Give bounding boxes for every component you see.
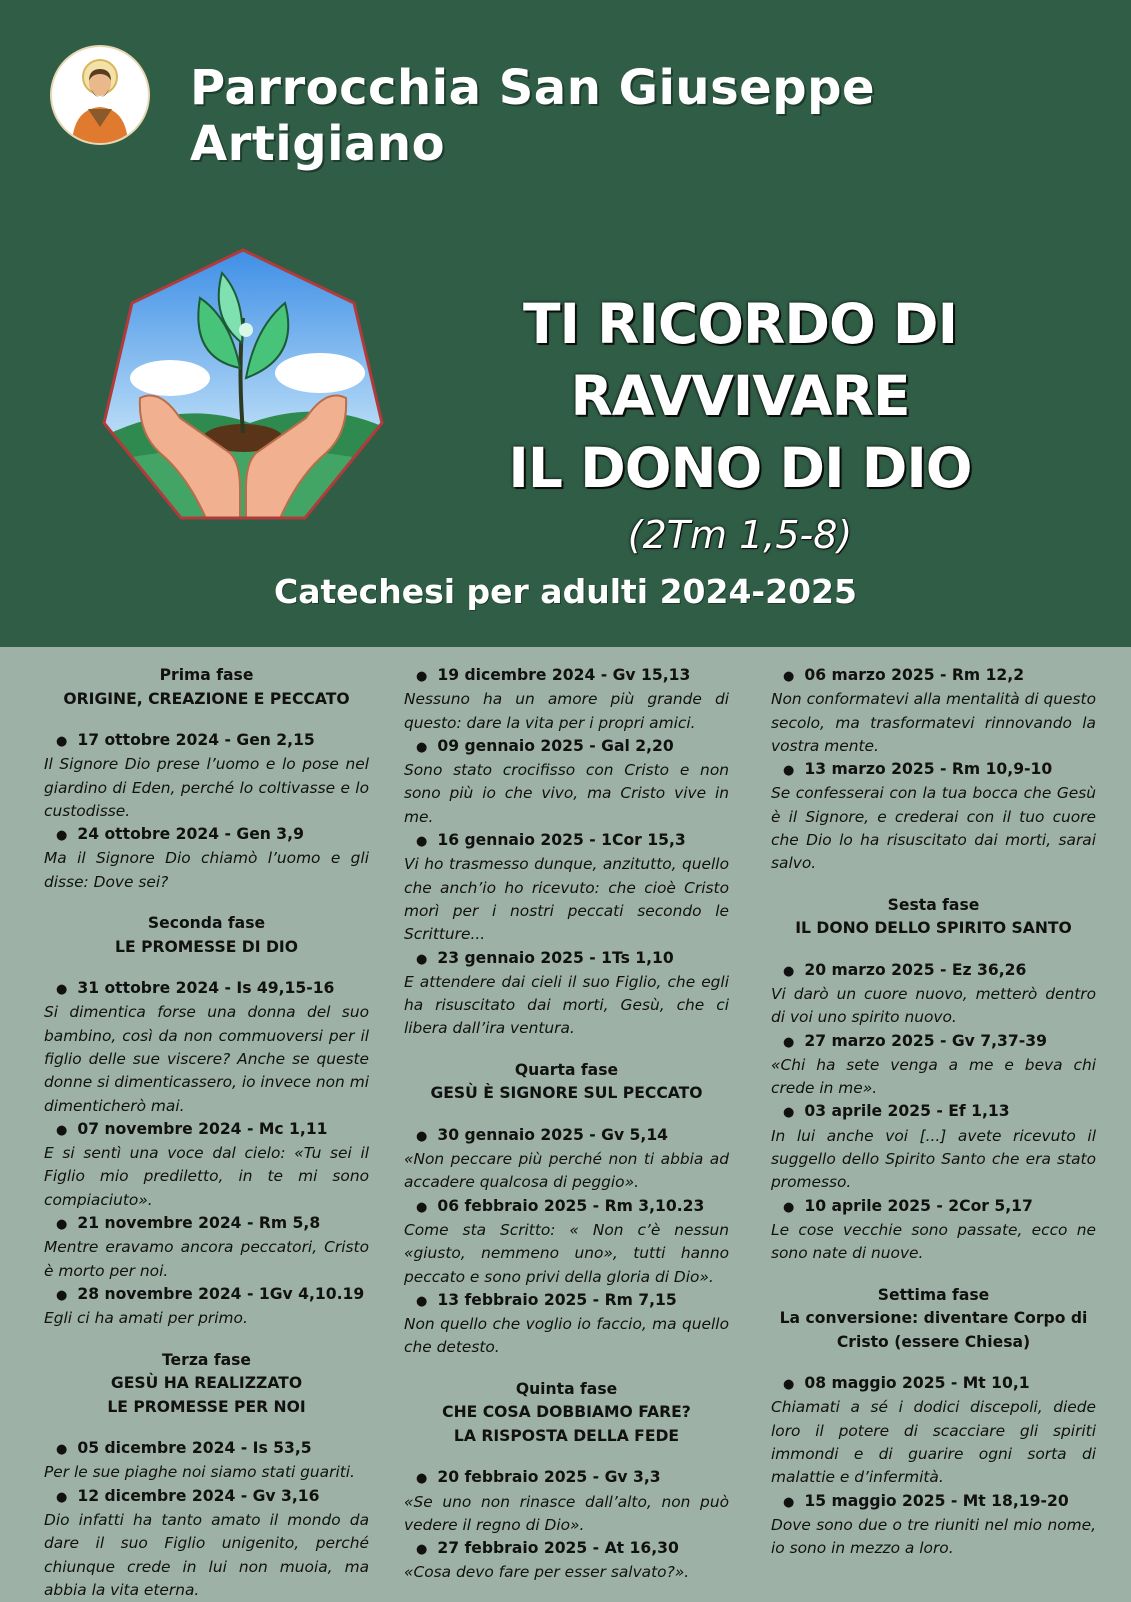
scripture-quote: «Chi ha sete venga a me e beva chi crede in me». bbox=[771, 1055, 1096, 1098]
session-date-reference bbox=[771, 758, 1096, 782]
scripture-quote: Vi darò un cuore nuovo, metterò dentro di voi uno spirito nuovo. bbox=[771, 984, 1096, 1027]
bullet-icon: ● bbox=[783, 1377, 795, 1393]
bullet-icon: ● bbox=[783, 963, 795, 979]
session-date-reference bbox=[771, 1372, 1096, 1396]
main-title-line-2: IL DONO DI DIO bbox=[508, 436, 972, 500]
phase-heading-line: GESÙ HA REALIZZATO bbox=[110, 1374, 303, 1393]
session-title-text: 03 aprile 2025 - Ef 1,13 bbox=[804, 1102, 1010, 1121]
session-title-text: 20 febbraio 2025 - Gv 3,3 bbox=[437, 1468, 661, 1487]
session-title-text: 07 novembre 2024 - Mc 1,11 bbox=[77, 1119, 328, 1138]
scripture-quote: E si sentì una voce dal cielo: «Tu sei il Figlio mio prediletto, in te mi sono compiaciuto». bbox=[44, 1144, 369, 1209]
session-title-text: 20 marzo 2025 - Ez 36,26 bbox=[804, 960, 1027, 979]
scripture-quote: Per le sue piaghe noi siamo stati guariti. bbox=[44, 1463, 355, 1482]
main-title bbox=[410, 288, 1070, 564]
scripture-reference: (2Tm 1,5-8) bbox=[627, 513, 853, 557]
bullet-icon: ● bbox=[56, 828, 68, 844]
phase-heading-line: La conversione: diventare Corpo di bbox=[779, 1309, 1088, 1328]
session-date-reference bbox=[404, 1289, 729, 1313]
scripture-quote: «Se uno non rinasce dall’alto, non può vedere il regno di Dio». bbox=[404, 1492, 729, 1534]
scripture-quote: Si dimentica forse una donna del suo bambino, così da non commuoversi per il figlio delle sue viscere? Anche se queste donne si dimenticassero, io invece non mi dimenticherò mai. bbox=[44, 1003, 369, 1115]
session-title-text: 09 gennaio 2025 - Gal 2,20 bbox=[437, 736, 674, 755]
session-date-reference bbox=[44, 729, 369, 753]
session-date-reference bbox=[44, 1485, 369, 1509]
scripture-quote: Sono stato crocifisso con Cristo e non sono più io che vivo, ma Cristo vive in me. bbox=[404, 761, 729, 826]
scripture-quote: Ma il Signore Dio chiamò l’uomo e gli disse: Dove sei? bbox=[44, 849, 369, 891]
session-date-reference bbox=[404, 664, 729, 688]
session-title-text: 27 febbraio 2025 - At 16,30 bbox=[437, 1539, 679, 1558]
bullet-icon: ● bbox=[416, 739, 428, 755]
scripture-quote: «Cosa devo fare per esser salvato?». bbox=[404, 1563, 690, 1582]
phase-heading-line: Cristo (essere Chiesa) bbox=[836, 1332, 1031, 1351]
bullet-icon: ● bbox=[416, 1471, 428, 1487]
scripture-quote: Non conformatevi alla mentalità di questo secolo, ma trasformatevi rinnovando la vostra mente. bbox=[771, 690, 1096, 755]
bullet-icon: ● bbox=[56, 1287, 68, 1303]
scripture-quote: Mentre eravamo ancora peccatori, Cristo è morto per noi. bbox=[44, 1238, 369, 1280]
session-title-text: 16 gennaio 2025 - 1Cor 15,3 bbox=[437, 831, 686, 850]
session-title-text: 19 dicembre 2024 - Gv 15,13 bbox=[437, 666, 691, 684]
bullet-icon: ● bbox=[416, 1293, 428, 1309]
session-title-text: 24 ottobre 2024 - Gen 3,9 bbox=[77, 825, 304, 844]
session-title-text: 12 dicembre 2024 - Gv 3,16 bbox=[77, 1486, 320, 1505]
bullet-icon: ● bbox=[56, 1442, 68, 1458]
session-title-text: 08 maggio 2025 - Mt 10,1 bbox=[804, 1374, 1030, 1393]
session-date-reference bbox=[44, 1283, 369, 1307]
bullet-icon: ● bbox=[56, 1489, 68, 1505]
phase-heading bbox=[404, 1378, 729, 1449]
phase-heading-line: IL DONO DELLO SPIRITO SANTO bbox=[795, 919, 1072, 938]
schedule-column-3 bbox=[771, 664, 1096, 1560]
bullet-icon: ● bbox=[56, 734, 68, 749]
bullet-icon: ● bbox=[783, 669, 795, 684]
session-date-reference bbox=[771, 1030, 1096, 1054]
session-date-reference bbox=[404, 1466, 729, 1490]
schedule-column-2 bbox=[404, 664, 729, 1585]
subtitle: Catechesi per adulti 2024-2025 bbox=[274, 572, 857, 611]
bullet-icon: ● bbox=[416, 951, 428, 967]
session-date-reference bbox=[44, 1212, 369, 1236]
session-date-reference bbox=[404, 735, 729, 759]
phase-heading-line: LA RISPOSTA DELLA FEDE bbox=[453, 1426, 680, 1445]
phase-heading-line: LE PROMESSE DI DIO bbox=[115, 937, 298, 956]
schedule-column-1 bbox=[44, 664, 369, 1602]
session-date-reference bbox=[771, 1490, 1096, 1514]
session-date-reference bbox=[44, 823, 369, 847]
bullet-icon: ● bbox=[783, 763, 795, 779]
session-title-text: 13 marzo 2025 - Rm 10,9-10 bbox=[804, 760, 1053, 779]
session-date-reference bbox=[44, 977, 369, 1001]
phase-heading-line: Quinta fase bbox=[515, 1379, 618, 1398]
bullet-icon: ● bbox=[56, 982, 68, 998]
session-title-text: 05 dicembre 2024 - Is 53,5 bbox=[77, 1439, 312, 1458]
bullet-icon: ● bbox=[783, 1199, 795, 1215]
scripture-quote: Il Signore Dio prese l’uomo e lo pose nel giardino di Eden, perché lo coltivasse e lo custodisse. bbox=[44, 755, 369, 820]
session-title-text: 28 novembre 2024 - 1Gv 4,10.19 bbox=[77, 1284, 365, 1303]
hands-seedling-heptagon-icon bbox=[100, 248, 386, 528]
session-title-text: 21 novembre 2024 - Rm 5,8 bbox=[77, 1214, 321, 1233]
scripture-quote: Egli ci ha amati per primo. bbox=[44, 1309, 248, 1328]
scripture-quote: Non quello che voglio io faccio, ma quello che detesto. bbox=[404, 1315, 729, 1357]
session-title-text: 23 gennaio 2025 - 1Ts 1,10 bbox=[437, 948, 674, 967]
session-title-text: 31 ottobre 2024 - Is 49,15-16 bbox=[77, 979, 335, 998]
phase-heading-line: Settima fase bbox=[877, 1285, 990, 1304]
scripture-quote: «Non peccare più perché non ti abbia ad accadere qualcosa di peggio». bbox=[404, 1150, 729, 1192]
session-date-reference bbox=[404, 1195, 729, 1219]
phase-heading-line: Sesta fase bbox=[887, 895, 980, 914]
phase-heading-line: ORIGINE, CREAZIONE E PECCATO bbox=[63, 689, 350, 708]
phase-heading-line: Prima fase bbox=[159, 666, 254, 684]
phase-heading bbox=[44, 1349, 369, 1420]
main-title-line-1: TI RICORDO DI RAVVIVARE bbox=[522, 292, 958, 428]
session-title-text: 15 maggio 2025 - Mt 18,19-20 bbox=[804, 1491, 1069, 1510]
session-title-text: 27 marzo 2025 - Gv 7,37-39 bbox=[804, 1031, 1047, 1050]
bullet-icon: ● bbox=[56, 1122, 68, 1138]
bullet-icon: ● bbox=[416, 834, 428, 850]
session-title-text: 06 marzo 2025 - Rm 12,2 bbox=[804, 666, 1025, 684]
phase-heading-line: Quarta fase bbox=[514, 1060, 619, 1079]
session-date-reference bbox=[404, 947, 729, 971]
scripture-quote: Se confesserai con la tua bocca che Gesù è il Signore, e crederai con il tuo cuore che Dio lo ha risuscitato dai morti, sarai salvo. bbox=[771, 784, 1096, 873]
phase-heading bbox=[771, 1284, 1096, 1355]
session-title-text: 10 aprile 2025 - 2Cor 5,17 bbox=[804, 1196, 1033, 1215]
bullet-icon: ● bbox=[416, 1199, 428, 1215]
session-date-reference bbox=[404, 1537, 729, 1561]
parish-title: Parrocchia San Giuseppe Artigiano bbox=[190, 60, 875, 172]
session-title-text: 17 ottobre 2024 - Gen 2,15 bbox=[77, 731, 315, 749]
scripture-quote: Come sta Scritto: « Non c’è nessun «giusto, nemmeno uno», tutti hanno peccato e sono privi della gloria di Dio». bbox=[404, 1220, 729, 1286]
phase-heading-line: Terza fase bbox=[161, 1350, 252, 1369]
phase-heading-line: CHE COSA DOBBIAMO FARE? bbox=[442, 1403, 691, 1422]
session-title-text: 30 gennaio 2025 - Gv 5,14 bbox=[437, 1125, 669, 1144]
session-date-reference bbox=[44, 1437, 369, 1461]
phase-heading-line: GESÙ È SIGNORE SUL PECCATO bbox=[430, 1084, 703, 1103]
phase-heading bbox=[771, 894, 1096, 941]
scripture-quote: Dove sono due o tre riuniti nel mio nome, io sono in mezzo a loro. bbox=[771, 1515, 1096, 1558]
scripture-quote: Vi ho trasmesso dunque, anzitutto, quello che anch’io ho ricevuto: che cioè Cristo morì per i nostri peccati secondo le Scritture... bbox=[404, 855, 729, 944]
bullet-icon: ● bbox=[783, 1034, 795, 1050]
session-date-reference bbox=[404, 829, 729, 853]
session-date-reference bbox=[771, 1195, 1096, 1219]
header-banner bbox=[0, 0, 1131, 647]
session-date-reference bbox=[771, 1100, 1096, 1124]
bullet-icon: ● bbox=[783, 1105, 795, 1121]
bullet-icon: ● bbox=[416, 1128, 428, 1144]
phase-heading-line: Seconda fase bbox=[147, 914, 266, 933]
phase-heading-line: LE PROMESSE PER NOI bbox=[107, 1397, 306, 1416]
session-date-reference bbox=[771, 959, 1096, 983]
scripture-quote: Nessuno ha un amore più grande di questo: dare la vita per i propri amici. bbox=[404, 690, 729, 732]
phase-heading bbox=[404, 1059, 729, 1106]
session-date-reference bbox=[404, 1124, 729, 1148]
scripture-quote: E attendere dai cieli il suo Figlio, che egli ha risuscitato dai morti, Gesù, che ci libera dall’ira ventura. bbox=[404, 972, 729, 1038]
bullet-icon: ● bbox=[56, 1217, 68, 1233]
session-date-reference bbox=[44, 1118, 369, 1142]
session-title-text: 06 febbraio 2025 - Rm 3,10.23 bbox=[437, 1196, 705, 1215]
phase-heading bbox=[44, 664, 369, 711]
scripture-quote: In lui anche voi [...] avete ricevuto il suggello dello Spirito Santo che era stato promesso. bbox=[771, 1126, 1096, 1192]
scripture-quote: Chiamati a sé i dodici discepoli, diede loro il potere di scacciare gli spiriti immondi e di guarire ogni sorta di malattie e d’infermità. bbox=[771, 1398, 1096, 1487]
phase-heading bbox=[44, 912, 369, 959]
bullet-icon: ● bbox=[416, 1542, 428, 1558]
bullet-icon: ● bbox=[416, 669, 428, 684]
scripture-quote: Dio infatti ha tanto amato il mondo da dare il suo Figlio unigenito, perché chiunque crede in lui non muoia, ma abbia la vita eterna. bbox=[44, 1510, 369, 1599]
session-title-text: 13 febbraio 2025 - Rm 7,15 bbox=[437, 1290, 677, 1309]
scripture-quote: Le cose vecchie sono passate, ecco ne sono nate di nuove. bbox=[771, 1220, 1096, 1263]
session-date-reference bbox=[771, 664, 1096, 688]
bullet-icon: ● bbox=[783, 1494, 795, 1510]
saint-joseph-logo-icon bbox=[50, 45, 150, 145]
